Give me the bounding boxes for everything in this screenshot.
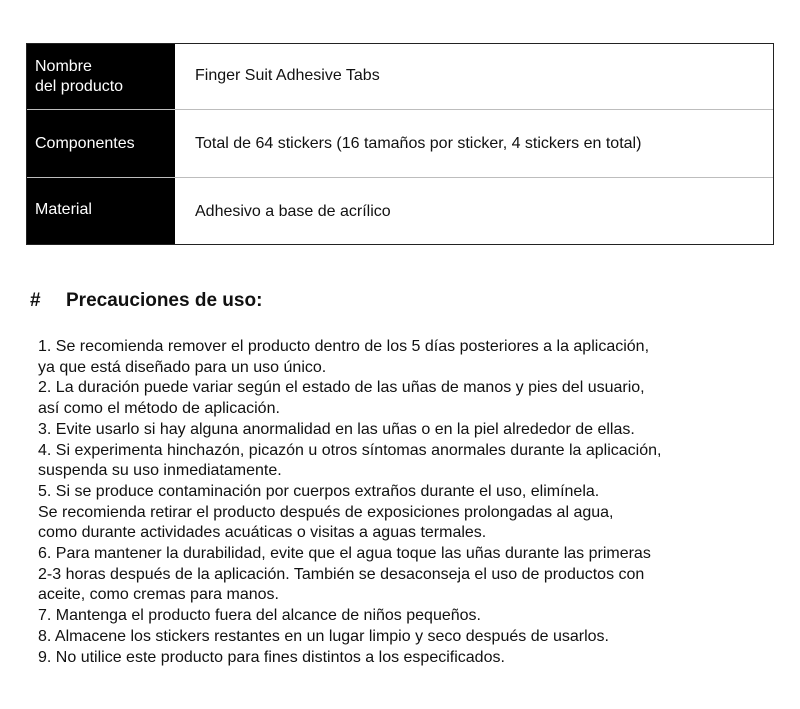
spec-row-components	[27, 110, 773, 178]
spec-label: Nombre del producto	[27, 44, 175, 109]
spec-row-material	[27, 178, 773, 244]
list-item: 5. Si se produce contaminación por cuerpos extraños durante el uso, elimínela. Se recomienda retirar el producto después de exposiciones prolongadas al agua, como durante actividades acuáticas o visitas a aguas termales.	[38, 482, 614, 542]
spec-value: Adhesivo a base de acrílico	[195, 203, 391, 220]
product-spec-table	[26, 43, 774, 245]
list-item: 2. La duración puede variar según el estado de las uñas de manos y pies del usuario, así como el método de aplicación.	[38, 379, 645, 418]
list-item: 9. No utilice este producto para fines distintos a los especificados.	[38, 648, 505, 666]
list-item: 1. Se recomienda remover el producto dentro de los 5 días posteriores a la aplicación, ya que está diseñado para un uso único.	[38, 338, 650, 376]
spec-row-product-name	[27, 44, 773, 110]
spec-value: Finger Suit Adhesive Tabs	[195, 67, 380, 84]
precautions-list	[38, 337, 778, 668]
precautions-heading	[30, 289, 262, 313]
spec-label: Material	[27, 178, 175, 244]
list-item: 7. Mantenga el producto fuera del alcance de niños pequeños.	[38, 607, 481, 625]
list-item: 4. Si experimenta hinchazón, picazón u otros síntomas anormales durante la aplicación, suspenda su uso inmediatamente.	[38, 441, 662, 480]
list-item: 6. Para mantener la durabilidad, evite que el agua toque las uñas durante las primeras 2-3 horas después de la aplicación. También se desaconseja el uso de productos con aceite, como cremas para manos.	[38, 545, 651, 604]
hash-mark: #	[30, 290, 41, 311]
list-item: 3. Evite usarlo si hay alguna anormalidad en las uñas o en la piel alrededor de ellas.	[38, 420, 635, 438]
list-item: 8. Almacene los stickers restantes en un lugar limpio y seco después de usarlos.	[38, 627, 609, 645]
spec-value: Total de 64 stickers (16 tamaños por sticker, 4 stickers en total)	[195, 135, 642, 152]
spec-label: Componentes	[27, 110, 175, 177]
precautions-title: Precauciones de uso:	[66, 290, 263, 311]
